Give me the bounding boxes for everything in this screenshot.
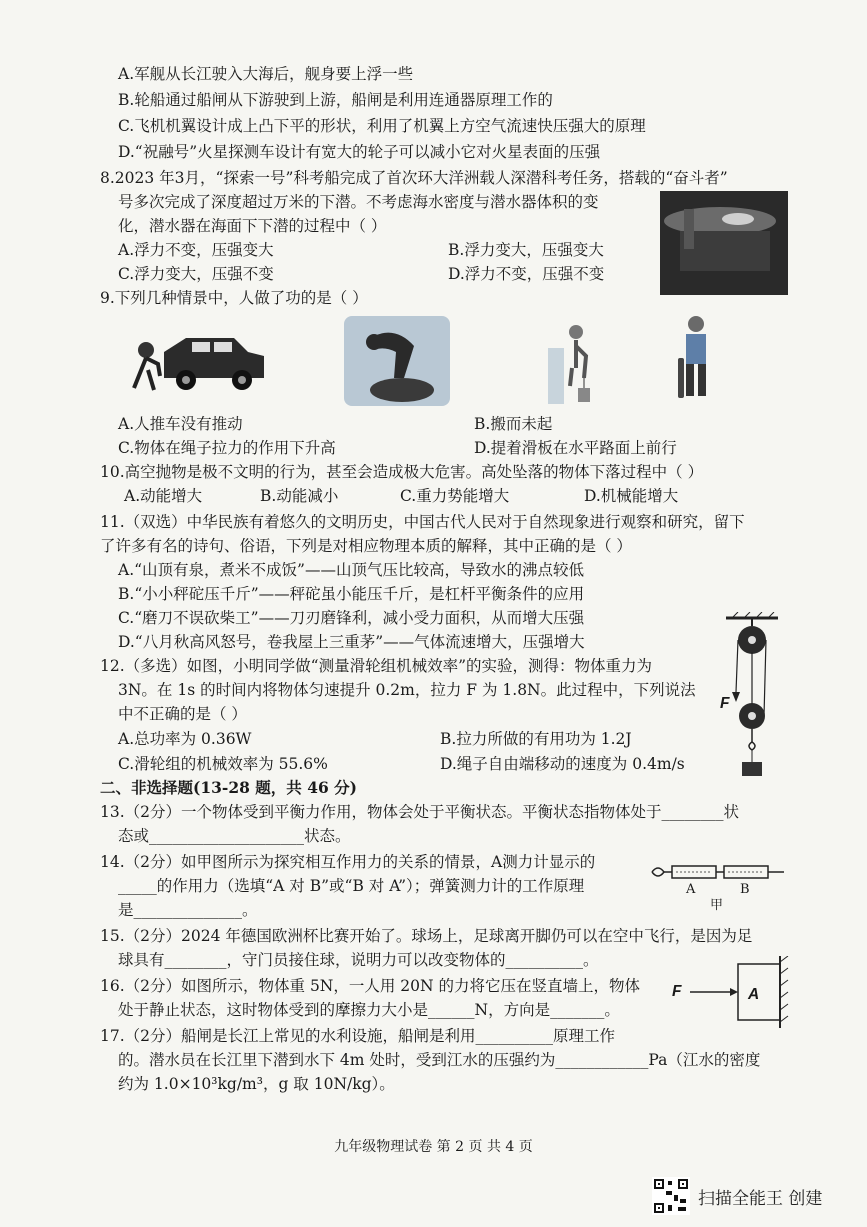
- q7-option-a: A.军舰从长江驶入大海后，舰身要上浮一些: [118, 65, 414, 83]
- qr-code-icon: [652, 1177, 690, 1215]
- q15-line-2: 球具有________，守门员接住球，说明力可以改变物体的__________。: [118, 951, 599, 969]
- q17-line-2: 的。潜水员在长江里下潜到水下 4m 处时，受到江水的压强约为____________Pa（江水的密度: [118, 1051, 761, 1069]
- q7-option-d: D.“祝融号”火星探测车设计有宽大的轮子可以减小它对火星表面的压强: [118, 143, 601, 161]
- lift-stone-image: [344, 316, 450, 406]
- q12-stem-3: 中不正确的是（ ）: [118, 705, 247, 723]
- block-a-label: A: [748, 986, 760, 1003]
- q11-option-b: B.“小小秤砣压千斤”——秤砣虽小能压千斤，是杠杆平衡条件的应用: [118, 585, 585, 603]
- q8-option-b: B.浮力变大，压强变大: [448, 241, 604, 259]
- q11-stem-1: 11.（双选）中华民族有着悠久的文明历史，中国古代人民对于自然现象进行观察和研究，留下: [100, 513, 745, 531]
- q9-option-d: D.提着滑板在水平路面上前行: [474, 439, 677, 457]
- page-footer: 九年级物理试卷 第 2 页 共 4 页: [334, 1139, 533, 1155]
- q10-stem: 10.高空抛物是极不文明的行为，甚至会造成极大危害。高处坠落的物体下落过程中（ ）: [100, 463, 704, 481]
- q12-option-b: B.拉力所做的有用功为 1.2J: [440, 730, 632, 748]
- force-f-label: F: [672, 983, 682, 1000]
- q10-option-a: A.动能增大: [124, 487, 203, 505]
- figure-caption-jia: 甲: [710, 898, 724, 913]
- q8-option-c: C.浮力变大，压强不变: [118, 265, 274, 283]
- q11-option-d: D.“八月秋高风怒号，卷我屋上三重茅”——气体流速增大，压强增大: [118, 633, 585, 651]
- q9-option-a: A.人推车没有推动: [118, 415, 243, 433]
- q12-stem-2: 3N。在 1s 的时间内将物体匀速提升 0.2m，拉力 F 为 1.8N。此过程中，下列说法: [118, 681, 696, 699]
- q8-stem-1: 8.2023 年3月，“探索一号”科考船完成了首次环大洋洲载人深潜科考任务，搭载的“奋斗者”: [100, 169, 728, 187]
- q11-option-a: A.“山顶有泉，煮米不成饭”——山顶气压比较高，导致水的沸点较低: [118, 561, 584, 579]
- q14-line-3: 是______________。: [118, 901, 258, 919]
- q8-option-d: D.浮力不变，压强不变: [448, 265, 605, 283]
- pulley-force-label: F: [720, 695, 730, 712]
- scale-b-label: B: [740, 882, 750, 897]
- q10-option-c: C.重力势能增大: [400, 487, 510, 505]
- q17-line-3: 约为 1.0×10³kg/m³，g 取 10N/kg）。: [118, 1075, 395, 1093]
- lift-object-image: [548, 322, 596, 404]
- q9-stem: 9.下列几种情景中，人做了功的是（ ）: [100, 289, 368, 307]
- q14-line-1: 14.（2分）如甲图所示为探究相互作用力的关系的情景，A测力计显示的: [100, 853, 596, 871]
- q7-option-b: B.轮船通过船闸从下游驶到上游，船闸是利用连通器原理工作的: [118, 91, 553, 109]
- q8-stem-3: 化，潜水器在海面下下潜的过程中（ ）: [118, 217, 387, 235]
- q15-line-1: 15.（2分）2024 年德国欧洲杯比赛开始了。球场上，足球离开脚仍可以在空中飞行，是因为足: [100, 927, 753, 945]
- q10-option-d: D.机械能增大: [584, 487, 679, 505]
- q13-line-2: 态或____________________状态。: [118, 827, 351, 845]
- q9-option-c: C.物体在绳子拉力的作用下升高: [118, 439, 336, 457]
- q12-option-a: A.总功率为 0.36W: [118, 730, 252, 748]
- submersible-photo: [660, 191, 788, 295]
- scale-a-label: A: [686, 882, 696, 897]
- q8-option-a: A.浮力不变，压强变大: [118, 241, 274, 259]
- q12-stem-1: 12.（多选）如图，小明同学做“测量滑轮组机械效率”的实验，测得：物体重力为: [100, 657, 653, 675]
- q13-line-1: 13.（2分）一个物体受到平衡力作用，物体会处于平衡状态。平衡状态指物体处于________状: [100, 803, 740, 821]
- spring-scales-figure: [648, 856, 788, 888]
- q17-line-1: 17.（2分）船闸是长江上常见的水利设施，船闸是利用__________原理工作: [100, 1027, 616, 1045]
- section-2-heading: 二、非选择题(13-28 题，共 46 分): [100, 778, 357, 797]
- watermark-text: 扫描全能王 创建: [698, 1189, 823, 1209]
- q8-stem-2: 号多次完成了深度超过万米的下潜。不考虑海水密度与潜水器体积的变: [118, 193, 599, 211]
- carry-skateboard-image: [674, 314, 722, 406]
- q9-option-b: B.搬而未起: [474, 415, 553, 433]
- q14-line-2: _____的作用力（选填“A 对 B”或“B 对 A”）；弹簧测力计的工作原理: [118, 877, 585, 895]
- q16-line-1: 16.（2分）如图所示，物体重 5N，一人用 20N 的力将它压在竖直墙上，物体: [100, 977, 641, 995]
- q11-option-c: C.“磨刀不误砍柴工”——刀刃磨锋利，减小受力面积，从而增大压强: [118, 609, 585, 627]
- q16-line-2: 处于静止状态，这时物体受到的摩擦力大小是______N，方向是_______。: [118, 1001, 620, 1019]
- block-wall-figure: [668, 956, 790, 1028]
- scanner-watermark: [652, 1177, 852, 1217]
- q7-option-c: C.飞机机翼设计成上凸下平的形状，利用了机翼上方空气流速快压强大的原理: [118, 117, 646, 135]
- push-car-image: [124, 330, 270, 396]
- q10-option-b: B.动能减小: [260, 487, 339, 505]
- q12-option-c: C.滑轮组的机械效率为 55.6%: [118, 755, 328, 773]
- q11-stem-2: 了许多有名的诗句、俗语，下列是对相应物理本质的解释，其中正确的是（ ）: [100, 537, 632, 555]
- q12-option-d: D.绳子自由端移动的速度为 0.4m/s: [440, 755, 685, 773]
